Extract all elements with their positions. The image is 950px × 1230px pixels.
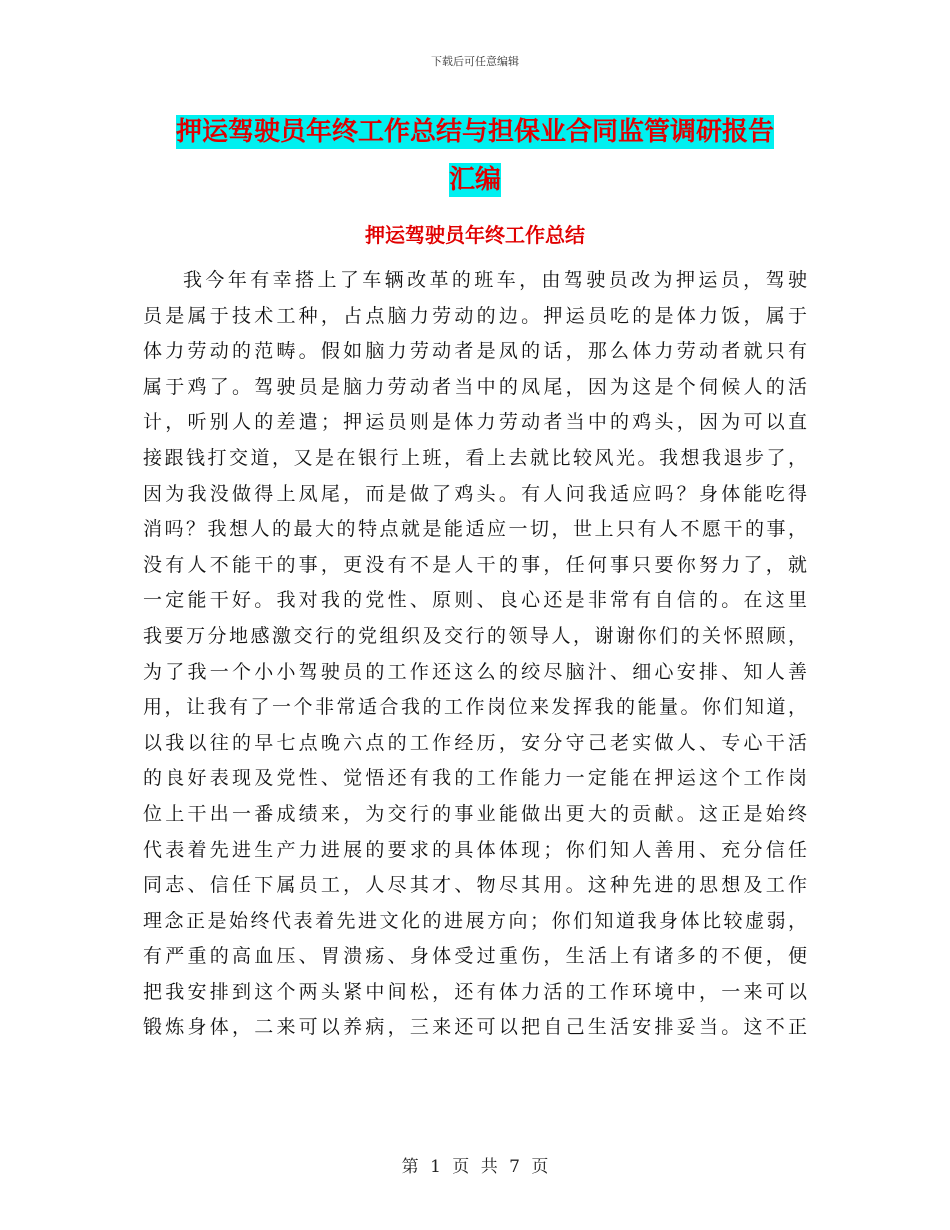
body-line: 计，听别人的差遣；押运员则是体力劳动者当中的鸡头，因为可以直 xyxy=(143,411,808,434)
body-line: 没有人不能干的事，更没有不是人干的事，任何事只要你努力了，就 xyxy=(143,553,808,576)
body-line: 理念正是始终代表着先进文化的进展方向；你们知道我身体比较虚弱， xyxy=(143,909,808,932)
body-line: 属于鸡了。驾驶员是脑力劳动者当中的凤尾，因为这是个伺候人的活 xyxy=(143,375,808,398)
body-line: 同志、信任下属员工，人尽其才、物尽其用。这种先进的思想及工作 xyxy=(143,874,808,897)
body-line: 一定能干好。我对我的党性、原则、良心还是非常有自信的。在这里 xyxy=(143,589,808,612)
body-line: 代表着先进生产力进展的要求的具体体现；你们知人善用、充分信任 xyxy=(143,838,808,861)
body-line: 消吗？我想人的最大的特点就是能适应一切，世上只有人不愿干的事， xyxy=(143,518,808,541)
body-line: 的良好表现及党性、觉悟还有我的工作能力一定能在押运这个工作岗 xyxy=(143,767,808,790)
body-line: 员是属于技术工种，占点脑力劳动的边。押运员吃的是体力饭，属于 xyxy=(143,304,808,327)
header-note: 下载后可任意编辑 xyxy=(431,55,519,68)
body-line: 位上干出一番成绩来，为交行的事业能做出更大的贡献。这正是始终 xyxy=(143,802,808,825)
body-line: 有严重的高血压、胃溃疡、身体受过重伤，生活上有诸多的不便，便 xyxy=(143,945,808,968)
document-title-line-2: 汇编 xyxy=(448,165,501,195)
body-line: 我要万分地感激交行的党组织及交行的领导人，谢谢你们的关怀照顾， xyxy=(143,624,808,647)
body-text xyxy=(143,263,808,1046)
body-line: 以我以往的早七点晚六点的工作经历，安分守己老实做人、专心干活 xyxy=(143,731,808,754)
body-line: 把我安排到这个两头紧中间松，还有体力活的工作环境中，一来可以 xyxy=(143,980,808,1003)
body-line: 用，让我有了一个非常适合我的工作岗位来发挥我的能量。你们知道， xyxy=(143,696,808,719)
body-line: 体力劳动的范畴。假如脑力劳动者是凤的话，那么体力劳动者就只有 xyxy=(143,340,808,363)
body-line: 锻炼身体，二来可以养病，三来还可以把自己生活安排妥当。这不正 xyxy=(143,1016,808,1039)
body-line: 我今年有幸搭上了车辆改革的班车，由驾驶员改为押运员，驾驶 xyxy=(183,269,808,291)
body-line: 接跟钱打交道，又是在银行上班，看上去就比较风光。我想我退步了， xyxy=(143,446,808,469)
body-line: 为了我一个小小驾驶员的工作还这么的绞尽脑汁、细心安排、知人善 xyxy=(143,660,808,683)
document-title xyxy=(150,108,800,204)
body-line: 因为我没做得上凤尾，而是做了鸡头。有人问我适应吗？身体能吃得 xyxy=(143,482,808,505)
document-title-line-1: 押运驾驶员年终工作总结与担保业合同监管调研报告 xyxy=(175,117,774,147)
page-number: 第 1 页 共 7 页 xyxy=(401,1157,549,1177)
section-title: 押运驾驶员年终工作总结 xyxy=(365,223,585,247)
